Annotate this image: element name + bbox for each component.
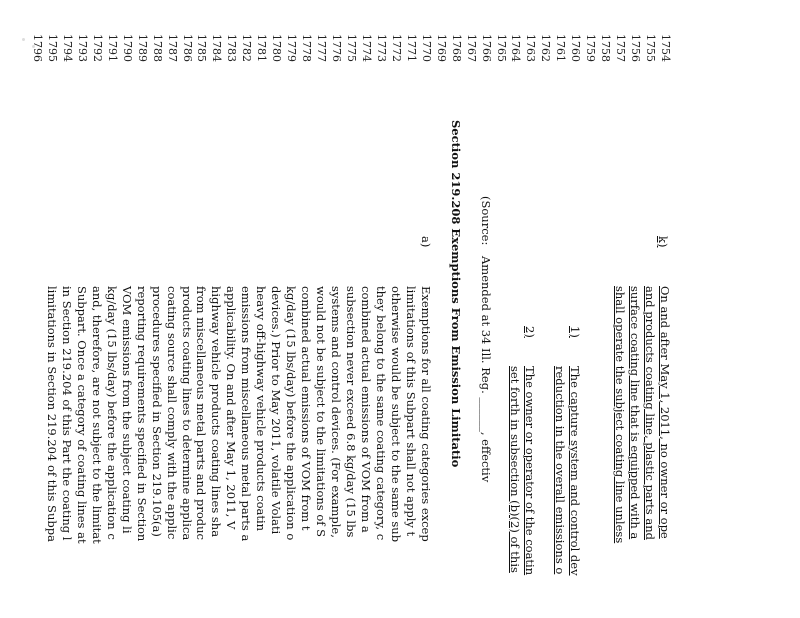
line-number: 1762 <box>539 34 553 62</box>
line-number: 1796 <box>31 34 44 62</box>
line-number: 1782 <box>240 34 254 62</box>
line-number: 1779 <box>285 34 299 62</box>
source-note <box>475 196 493 616</box>
item-2-line: set forth in subsection (b)(2) of this <box>508 366 523 573</box>
paragraph-a-line: reporting requirements specified in Section <box>134 286 149 542</box>
paragraph-a-line: subsection never exceed 6.8 kg/day (15 lbs <box>344 286 358 538</box>
line-number: 1765 <box>494 34 508 62</box>
line-number: 1754 <box>659 34 672 62</box>
item-2-label: 2) <box>523 326 538 338</box>
paragraph-a-line: coating source shall comply with the applic <box>164 286 179 540</box>
line-number: 1792 <box>90 34 104 62</box>
line-number: 1784 <box>210 34 224 62</box>
paragraph-a-line: highway vehicle products coating lines sha <box>209 286 224 538</box>
source-text: Amended at 34 Ill. Reg. ______, effectiv <box>478 256 493 483</box>
line-number: 1778 <box>300 34 314 62</box>
section-heading: Section 219.208 Exemptions From Emission Limitatio <box>448 120 463 468</box>
paragraph-a-line: otherwise would be subject to the same sub <box>388 286 403 543</box>
item-1-line: reduction in the overall emissions o <box>553 366 568 575</box>
paragraph-a-line: limitations of this Subpart shall not apply t <box>403 286 418 537</box>
paragraph-k-line: and products coating line, plastic parts and <box>643 286 658 540</box>
paragraph-a-line: they belong to the same coating category, c <box>373 286 388 541</box>
line-number: 1761 <box>554 34 568 62</box>
line-number: 1775 <box>345 34 358 62</box>
line-number: 1790 <box>120 34 134 62</box>
line-number: 1783 <box>225 34 239 62</box>
paragraph-a-line: systems and control devices. (For example, <box>329 286 344 538</box>
paragraph-a-line: products coating lines to determine applica <box>179 286 194 541</box>
line-number: 1789 <box>135 34 149 62</box>
line-number: 1777 <box>315 34 329 62</box>
source-prefix: (Source: <box>478 196 493 246</box>
line-number-gutter <box>744 0 800 618</box>
paragraph-a-line: heavy off-highway vehicle products coatin <box>254 286 269 532</box>
line-number: 1770 <box>419 34 433 62</box>
line-number: 1793 <box>75 34 89 62</box>
line-number: 1771 <box>404 34 418 62</box>
line-number: 1791 <box>105 34 119 62</box>
item-1-line: The capture system and control dev <box>568 366 583 576</box>
paragraph-a-line: Subpart. Once a category of coating lines at <box>74 286 89 544</box>
paragraph-k-label: k) <box>656 236 670 248</box>
line-number: 1788 <box>150 34 164 62</box>
paragraph-a-line: emissions from miscellaneous metal parts a <box>239 286 254 542</box>
line-number: 1772 <box>389 34 403 62</box>
paragraph-a-line: procedures specified in Section 219.105(a) <box>149 286 164 537</box>
paragraph-a-line: kg/day (15 lbs/day) before the application o <box>284 286 299 541</box>
paragraph-k-line: shall operate the subject coating line unless <box>613 286 628 544</box>
paragraph-k-line: On and after May 1, 2011, no owner or ope <box>658 286 672 539</box>
paragraph-a-line: VOM emissions from the subject coating li <box>119 286 134 534</box>
line-number: 1768 <box>449 34 463 62</box>
line-number: 1756 <box>629 34 643 62</box>
paragraph-a-label: a) <box>418 236 433 248</box>
line-number: 1774 <box>359 34 373 62</box>
paragraph-a-line: Exemptions for all coating categories excep <box>418 286 433 542</box>
line-number: 1760 <box>569 34 583 62</box>
scan-speck <box>22 38 25 41</box>
line-number: 1773 <box>374 34 388 62</box>
line-number: 1776 <box>330 34 344 62</box>
line-number: 1766 <box>479 34 493 62</box>
paragraph-a-line: combined actual emissions of VOM from t <box>299 286 314 531</box>
line-number: 1794 <box>60 34 74 62</box>
line-number: 1785 <box>195 34 209 62</box>
line-number: 1780 <box>270 34 284 62</box>
paragraph-a-line: in Section 219.204 of this Part the coating l <box>59 286 74 541</box>
paragraph-a-line: devices.) Prior to May 2011, volatile Volati <box>269 286 284 535</box>
line-number: 1755 <box>644 34 658 62</box>
line-number: 1769 <box>434 34 448 62</box>
paragraph-a-line: combined actual emissions of VOM from a <box>358 286 373 533</box>
paragraph-a-line: limitations in Section 219.204 of this Subpa <box>44 286 59 542</box>
paragraph-k-line: surface coating line that is equipped with a <box>628 286 643 540</box>
line-number: 1763 <box>524 34 538 62</box>
paragraph-a-line: and, therefore, are not subject to the limitat <box>89 286 104 544</box>
line-number: 1759 <box>584 34 598 62</box>
line-number: 1764 <box>509 34 523 62</box>
line-number: 1787 <box>165 34 179 62</box>
line-number: 1795 <box>45 34 59 62</box>
line-number: 1786 <box>180 34 194 62</box>
line-number: 1767 <box>464 34 478 62</box>
line-number: 1758 <box>599 34 613 62</box>
line-number: 1757 <box>614 34 628 62</box>
paragraph-a-line: from miscellaneous metal parts and produc <box>194 286 209 540</box>
item-1-label: 1) <box>568 326 583 338</box>
paragraph-a-line: applicability. On and after May 1, 2011, V <box>224 286 239 530</box>
paragraph-a-line: would not be subject to the limitations of S <box>314 286 329 538</box>
line-number: 1781 <box>255 34 269 62</box>
paragraph-a-line: kg/day (15 lbs/day) before the application c <box>104 286 119 540</box>
item-2-line: The owner or operator of the coatin <box>523 366 538 576</box>
